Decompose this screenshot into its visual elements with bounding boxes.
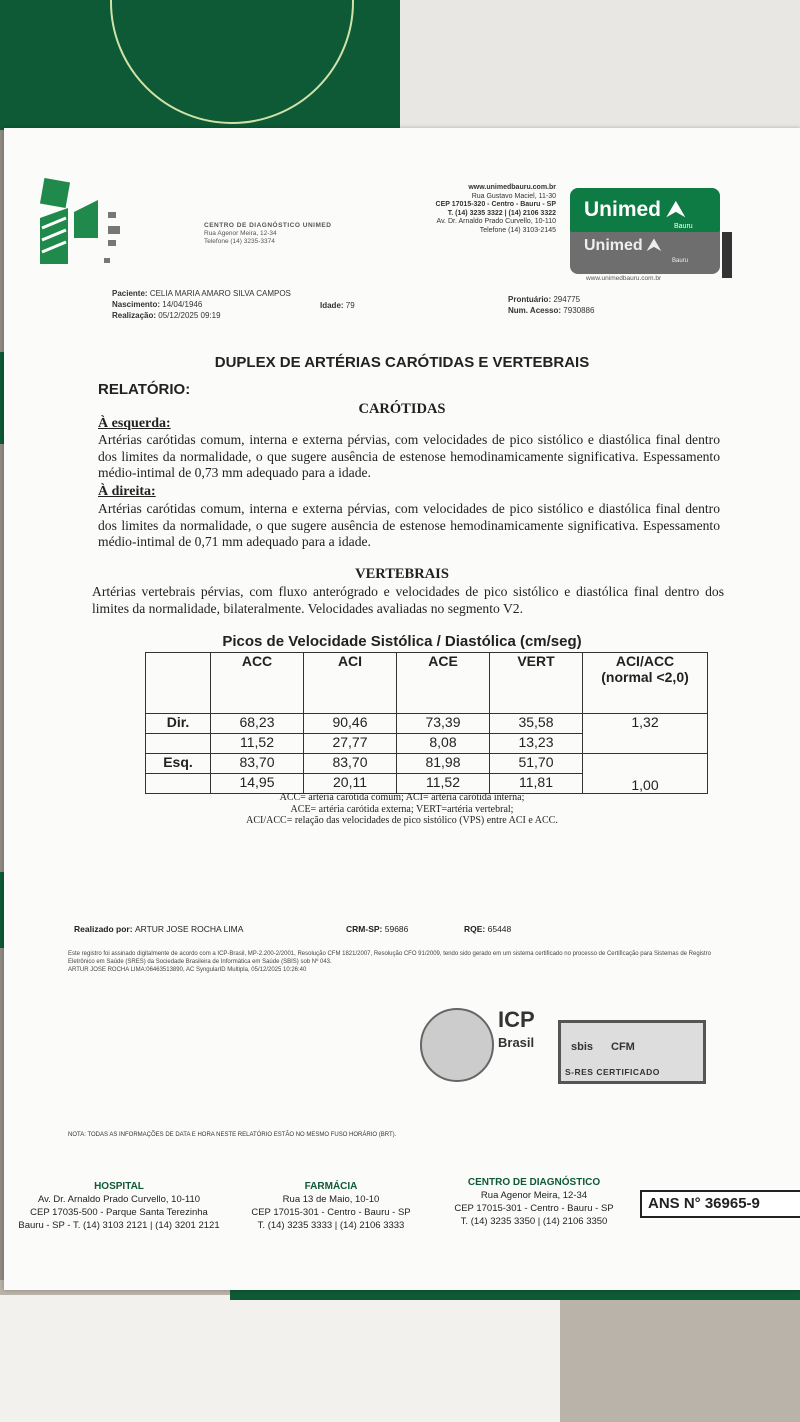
rqe-value: 65448 xyxy=(487,924,512,934)
brand-website: www.unimedbauru.com.br xyxy=(586,275,662,282)
table-cell: 27,77 xyxy=(304,734,397,754)
brazil-coat-of-arms-icon xyxy=(420,1008,494,1082)
record-label: Prontuário: xyxy=(508,295,552,304)
hospital-title: HOSPITAL xyxy=(94,1181,144,1192)
table-cell: 81,98 xyxy=(397,754,490,774)
unimed-city-gray: Bauru xyxy=(672,258,689,264)
patient-name: CELIA MARIA AMARO SILVA CAMPOS xyxy=(149,289,291,298)
right-side-text: Artérias carótidas comum, interna e externa pérvias, com velocidades de pico sistólico e diastólica final dentro dos limites da normalidade, o que sugere ausência de estenose hemodinamicamente significativa. Espessamento médio-intimal de 0,71 mm adequado para a idade. xyxy=(98,501,720,549)
table-cell xyxy=(146,734,211,754)
brasil-text: Brasil xyxy=(498,1035,535,1050)
unimed-logo: Unimed ⮝ Bauru xyxy=(570,188,720,238)
center-line-1: Rua Agenor Meira, 12-34 xyxy=(480,1190,588,1201)
table-legend xyxy=(4,792,800,827)
pharmacy-title: FARMÁCIA xyxy=(304,1181,358,1192)
hospital-logo-icon xyxy=(38,178,128,268)
dir-label: Dir. xyxy=(146,714,211,734)
footer-diagnostic-center xyxy=(434,1176,634,1228)
performed-by-label: Realizado por: xyxy=(74,924,133,934)
sbis-text: sbis xyxy=(571,1041,594,1053)
left-side-text: Artérias carótidas comum, interna e externa pérvias, com velocidades de pico sistólico e diastólica final dentro dos limites da normalidade, o que sugere ausência de estenose hemodinamicamente significativa. Espessamento médio-intimal de 0,73 mm adequado para a idade. xyxy=(98,432,720,480)
dir-ratio: 1,32 xyxy=(583,714,708,754)
patient-info-left xyxy=(112,288,291,321)
table-row xyxy=(146,714,708,734)
unimed-city: Bauru xyxy=(674,223,693,230)
icp-text: ICP xyxy=(498,1007,535,1032)
exam-date-label: Realização: xyxy=(112,311,157,320)
folder-curve xyxy=(110,0,354,124)
birth-label: Nascimento: xyxy=(112,300,161,309)
address-line-2: CEP 17015-320 - Centro - Bauru - SP xyxy=(435,201,556,208)
header-vert: VERT xyxy=(490,653,583,714)
vertebral-heading: VERTEBRAIS xyxy=(355,566,449,582)
table-cell: 73,39 xyxy=(397,714,490,734)
unimed-brand: Unimed xyxy=(584,198,662,221)
table-corner xyxy=(146,653,211,714)
unimed-logo-gray: Unimed ⮝ Bauru xyxy=(570,232,720,274)
center-address: Rua Agenor Meira, 12-34 xyxy=(204,230,277,237)
background-paper-bottom xyxy=(0,1295,560,1422)
age-value: 79 xyxy=(345,301,355,310)
unimed-brand-gray: Unimed xyxy=(584,237,643,254)
performed-by-name: ARTUR JOSE ROCHA LIMA xyxy=(134,924,244,934)
diagnostic-center-header xyxy=(204,222,364,246)
center-line-3: T. (14) 3235 3350 | (14) 2106 3350 xyxy=(460,1216,608,1227)
table-row xyxy=(146,754,708,774)
legend-line-1: ACC= artéria carótida comum; ACI= artéria carótida interna; xyxy=(279,792,525,803)
table-cell: 11,81 xyxy=(490,774,583,794)
header-ace: ACE xyxy=(397,653,490,714)
legal-signer: ARTUR JOSE ROCHA LIMA:06463513890, AC SyngularID Multipla, 05/12/2025 10:26:40 xyxy=(68,967,307,973)
left-side-label: À esquerda: xyxy=(98,416,171,431)
crm-value: 59686 xyxy=(384,924,409,934)
velocity-table-title: Picos de Velocidade Sistólica / Diastólica (cm/seg) xyxy=(222,633,582,650)
address-line-3: T. (14) 3235 3322 | (14) 2106 3322 xyxy=(447,209,556,217)
report-page xyxy=(4,128,800,1290)
birth-date: 14/04/1946 xyxy=(162,300,203,309)
report-title: DUPLEX DE ARTÉRIAS CARÓTIDAS E VERTEBRAIS xyxy=(214,354,590,371)
sbis-certified-seal xyxy=(558,1020,706,1084)
hospital-line-1: Av. Dr. Arnaldo Prado Curvello, 10-110 xyxy=(37,1194,201,1205)
rqe xyxy=(464,924,511,934)
report-heading: RELATÓRIO: xyxy=(98,381,191,398)
legal-text: Este registro foi assinado digitalmente de acordo com a ICP-Brasil, MP-2.200-2/2001, Resolução CFM 1821/2007, Resolução CFO 91/2009, tendo sido gerado em um sistema certificado no processo de Certificação para Sistemas de Registro Eletrônico em Saúde (SRES) da Sociedade Brasileira de Informática em Saúde (SBIS) sob Nº 043. xyxy=(68,951,711,965)
table-cell: 14,95 xyxy=(211,774,304,794)
patient-name-label: Paciente: xyxy=(112,289,148,298)
center-line-2: CEP 17015-301 - Centro - Bauru - SP xyxy=(454,1203,614,1214)
ans-side-strip xyxy=(722,232,732,278)
patient-age xyxy=(320,300,355,311)
hospital-line-2: CEP 17035-500 - Parque Santa Terezinha xyxy=(30,1207,208,1218)
address-line-1: Rua Gustavo Maciel, 11-30 xyxy=(471,192,556,200)
performed-by xyxy=(74,924,243,934)
access-value: 7930886 xyxy=(563,306,595,315)
pharmacy-line-3: T. (14) 3235 3333 | (14) 2106 3333 xyxy=(257,1220,405,1231)
crm-label: CRM-SP: xyxy=(346,924,383,934)
patient-info-right xyxy=(508,294,594,316)
address-line-4: Av. Dr. Arnaldo Prado Curvello, 10-110 xyxy=(436,218,556,225)
velocity-table xyxy=(145,652,708,794)
table-cell: 13,23 xyxy=(490,734,583,754)
table-cell: 11,52 xyxy=(211,734,304,754)
table-cell xyxy=(146,774,211,794)
digital-signature-notice xyxy=(68,950,728,974)
ans-registration: ANS N° 36965-9 xyxy=(640,1190,800,1218)
carotid-heading: CARÓTIDAS xyxy=(358,401,446,417)
legend-line-2: ACE= artéria carótida externa; VERT=artéria vertebral; xyxy=(290,803,514,815)
table-cell: 11,52 xyxy=(397,774,490,794)
table-cell: 83,70 xyxy=(304,754,397,774)
table-cell: 83,70 xyxy=(211,754,304,774)
pharmacy-line-1: Rua 13 de Maio, 10-10 xyxy=(282,1194,380,1205)
rqe-label: RQE: xyxy=(464,924,486,934)
website-text: www.unimedbauru.com.br xyxy=(468,184,556,191)
table-cell: 68,23 xyxy=(211,714,304,734)
icp-brasil-logo xyxy=(498,1007,550,1080)
center-name: CENTRO DE DIAGNÓSTICO UNIMED xyxy=(204,222,332,229)
table-cell: 51,70 xyxy=(490,754,583,774)
header-aci: ACI xyxy=(304,653,397,714)
exam-date: 05/12/2025 09:19 xyxy=(158,311,221,320)
table-header-row xyxy=(146,653,708,714)
esq-ratio: 1,00 xyxy=(583,754,708,794)
table-cell: 8,08 xyxy=(397,734,490,754)
address-line-5: Telefone (14) 3103-2145 xyxy=(479,226,556,234)
hospital-line-3: Bauru - SP - T. (14) 3103 2121 | (14) 3201 2121 xyxy=(18,1220,220,1231)
table-cell: 20,11 xyxy=(304,774,397,794)
center-title: CENTRO DE DIAGNÓSTICO xyxy=(467,1177,601,1188)
table-cell: 35,58 xyxy=(490,714,583,734)
cfm-text: CFM xyxy=(611,1041,635,1053)
center-phone: Telefone (14) 3235-3374 xyxy=(204,238,275,245)
record-value: 294775 xyxy=(553,295,581,304)
vertebral-text: Artérias vertebrais pérvias, com fluxo anterógrado e velocidades de pico sistólico e diastólica final dentro dos limites da normalidade, bilateralmente. Velocidades avaliadas no segmento V2. xyxy=(92,584,724,616)
footer-pharmacy xyxy=(236,1180,426,1232)
pharmacy-line-2: CEP 17015-301 - Centro - Bauru - SP xyxy=(251,1207,411,1218)
background-paper xyxy=(400,0,800,130)
right-side-label: À direita: xyxy=(98,484,156,499)
timezone-note: NOTA: TODAS AS INFORMAÇÕES DE DATA E HORA NESTE RELATÓRIO ESTÃO NO MESMO FUSO HORÁRIO (BRT). xyxy=(68,1132,397,1138)
crm xyxy=(346,924,408,934)
age-label: Idade: xyxy=(320,301,344,310)
header-acc: ACC xyxy=(211,653,304,714)
esq-label: Esq. xyxy=(146,754,211,774)
unimed-address xyxy=(364,184,556,235)
footer-hospital xyxy=(8,1180,230,1232)
access-label: Num. Acesso: xyxy=(508,306,562,315)
table-cell: 90,46 xyxy=(304,714,397,734)
header-ratio: ACI/ACC (normal <2,0) xyxy=(583,653,708,714)
legend-line-3: ACI/ACC= relação das velocidades de pico sistólico (VPS) entre ACI e ACC. xyxy=(246,815,558,826)
sres-certified-text: S-RES CERTIFICADO xyxy=(565,1067,660,1077)
